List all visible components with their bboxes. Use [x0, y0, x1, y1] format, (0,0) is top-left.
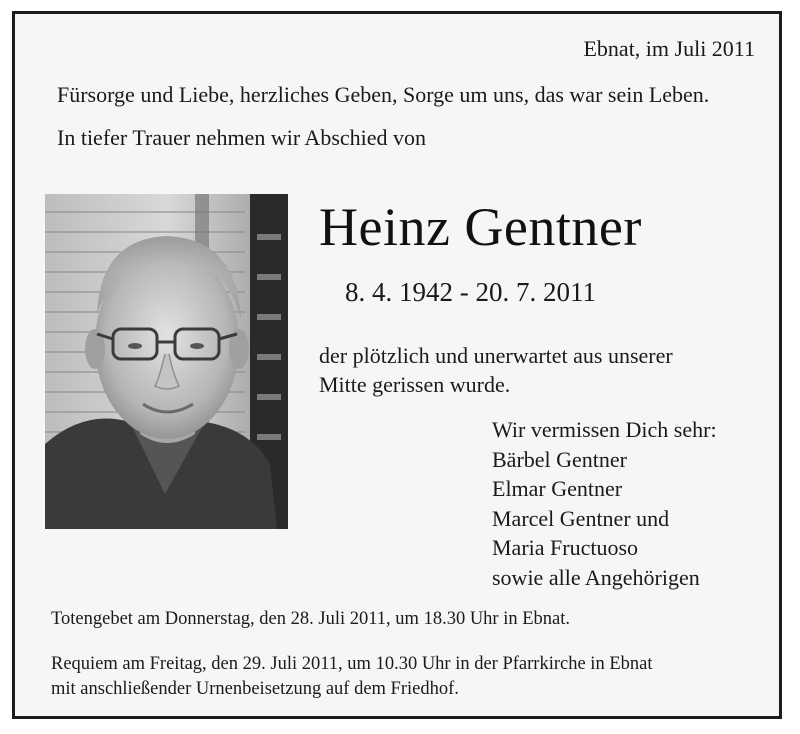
intro-text: In tiefer Trauer nehmen wir Abschied von: [57, 125, 427, 150]
description-line: der plötzlich und unerwartet aus unserer: [319, 343, 673, 368]
mourner-name: Maria Fructuoso: [492, 535, 639, 560]
description: [319, 341, 739, 399]
mourner-name: Elmar Gentner: [492, 476, 623, 501]
motto: Fürsorge und Liebe, herzliches Geben, Sorge um uns, das war sein Leben.: [57, 82, 710, 107]
mourner-name: Marcel Gentner und: [492, 505, 670, 531]
mourners-heading: Wir vermissen Dich sehr:: [492, 417, 717, 442]
prayer-service: Totengebet am Donnerstag, den 28. Juli 2011, um 18.30 Uhr in Ebnat.: [51, 609, 571, 629]
portrait-photo: [45, 194, 288, 529]
deceased-name: Heinz Gentner: [319, 197, 642, 257]
mourners-list: [492, 415, 762, 592]
requiem-line: Requiem am Freitag, den 29. Juli 2011, um 10.30 Uhr in der Pfarrkirche in Ebnat: [51, 654, 653, 674]
obituary-frame: [12, 11, 782, 719]
requiem-service: [51, 652, 771, 702]
mourner-name: sowie alle Angehörigen: [492, 564, 700, 590]
mourner-name: Bärbel Gentner: [492, 446, 627, 472]
place-date: Ebnat, im Juli 2011: [583, 36, 755, 61]
requiem-line: mit anschließender Urnenbeisetzung auf dem Friedhof.: [51, 679, 459, 699]
portrait-illustration: [45, 194, 288, 529]
description-line: Mitte gerissen wurde.: [319, 372, 511, 397]
life-dates: 8. 4. 1942 - 20. 7. 2011: [345, 277, 596, 307]
